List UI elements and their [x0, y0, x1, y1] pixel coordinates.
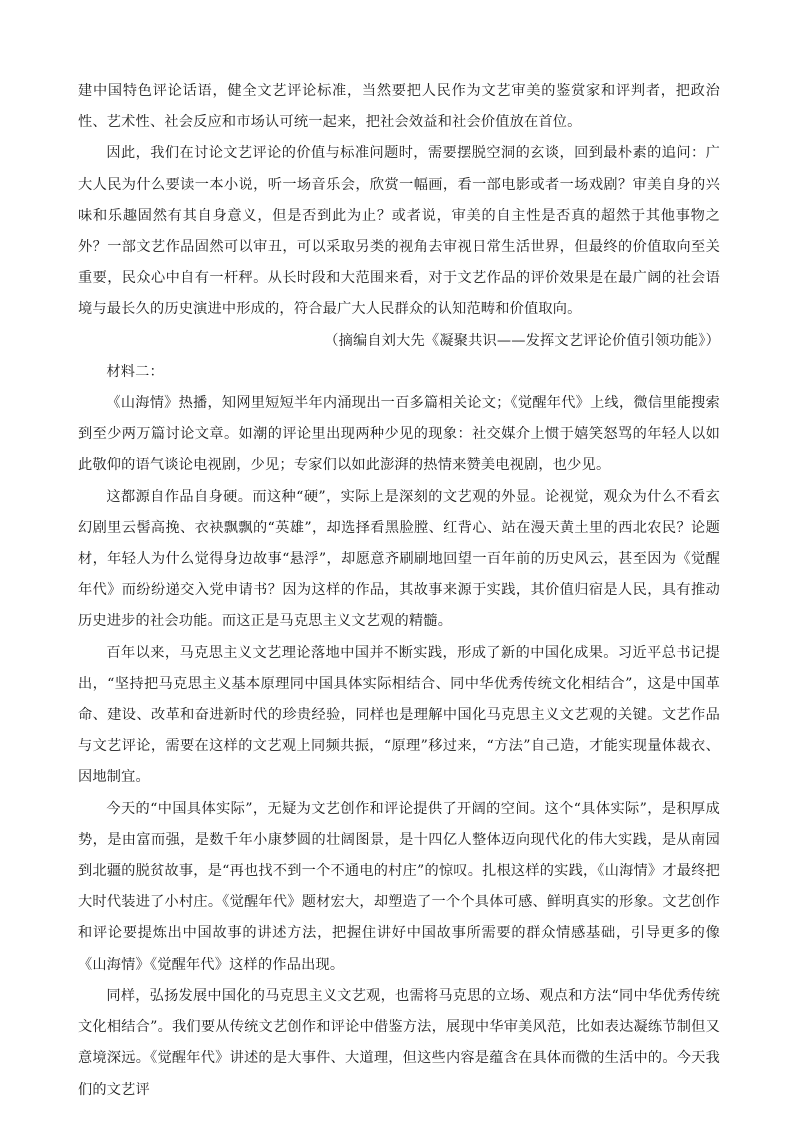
paragraph: 同样，弘扬发展中国化的马克思主义文艺观，也需将马克思的立场、观点和方法“同中华优秀传统文化相结合”。我们要从传统文艺创作和评论中借鉴方法，展现中华审美风范，比如表达凝练节制但又意境深远。《觉醒年代》讲述的是大事件、大道理，但这些内容是蕴含在具体而微的生活中的。今天我们的文艺评 [78, 987, 720, 1098]
paragraph: 《山海情》热播，知网里短短半年内涌现出一百多篇相关论文；《觉醒年代》上线，微信里能搜索到至少两万篇讨论文章。如潮的评论里出现两种少见的现象：社交媒介上惯于嬉笑怒骂的年轻人以如此敬仰的语气谈论电视剧，少见；专家们以如此澎湃的热情来赞美电视剧，也少见。 [78, 395, 720, 474]
paragraph: 因此，我们在讨论文艺评论的价值与标准问题时，需要摆脱空洞的玄谈，回到最朴素的追问：广大人民为什么要读一本小说，听一场音乐会，欣赏一幅画，看一部电影或者一场戏剧？审美自身的兴味和乐趣固然有其自身意义，但是否到此为止？或者说，审美的自主性是否真的超然于其他事物之外？一部文艺作品固然可以审丑，可以采取另类的视角去审视日常生活世界，但最终的价值取向至关重要，民众心中自有一杆秤。从长时段和大范围来看，对于文艺作品的评价效果是在最广阔的社会语境与最长久的历史演进中形成的，符合最广大人民群众的认知范畴和价值取向。 [78, 145, 720, 318]
paragraph: 百年以来，马克思主义文艺理论落地中国并不断实践，形成了新的中国化成果。习近平总书记提出，“坚持把马克思主义基本原理同中国具体实际相结合、同中华优秀传统文化相结合”，这是中国革命、建设、改革和奋进新时代的珍贵经验，同样也是理解中国化马克思主义文艺观的关键。文艺作品与文艺评论，需要在这样的文艺观上同频共振，“原理”移过来，“方法”自己造，才能实现量体裁衣、因地制宜。 [78, 644, 720, 786]
document-page [78, 76, 720, 1106]
paragraph: 这都源自作品自身硬。而这种“硬”，实际上是深刻的文艺观的外显。论视觉，观众为什么不看玄幻剧里云髻高挽、衣袂飘飘的“英雄”，却选择看黑脸膛、红背心、站在漫天黄土里的西北农民？论题材，年轻人为什么觉得身边故事“悬浮”，却愿意齐刷刷地回望一百年前的历史风云，甚至因为《觉醒年代》而纷纷递交入党申请书？因为这样的作品，其故事来源于实践，其价值归宿是人民，具有推动历史进步的社会功能。而这正是马克思主义文艺观的精髓。 [78, 488, 720, 630]
section-label: 材料二： [106, 363, 164, 380]
paragraph-continued: 建中国特色评论话语，健全文艺评论标准，当然要把人民作为文艺审美的鉴赏家和评判者，把政治性、艺术性、社会反应和市场认可统一起来，把社会效益和社会价值放在首位。 [78, 83, 720, 131]
paragraph: 今天的“中国具体实际”，无疑为文艺创作和评论提供了开阔的空间。这个“具体实际”，是积厚成势，是由富而强，是数千年小康梦圆的壮阔图景，是十四亿人整体迈向现代化的伟大实践，是从南园到北疆的脱贫故事，是“再也找不到一个不通电的村庄”的惊叹。扎根这样的实践，《山海情》才最终把大时代装进了小村庄。《觉醒年代》题材宏大，却塑造了一个个具体可感、鲜明真实的形象。文艺创作和评论要提炼出中国故事的讲述方法，把握住讲好中国故事所需要的群众情感基础，引导更多的像《山海情》《觉醒年代》这样的作品出现。 [78, 800, 720, 973]
source-citation: （摘编自刘大先《凝聚共识——发挥文艺评论价值引领功能》） [324, 332, 720, 349]
